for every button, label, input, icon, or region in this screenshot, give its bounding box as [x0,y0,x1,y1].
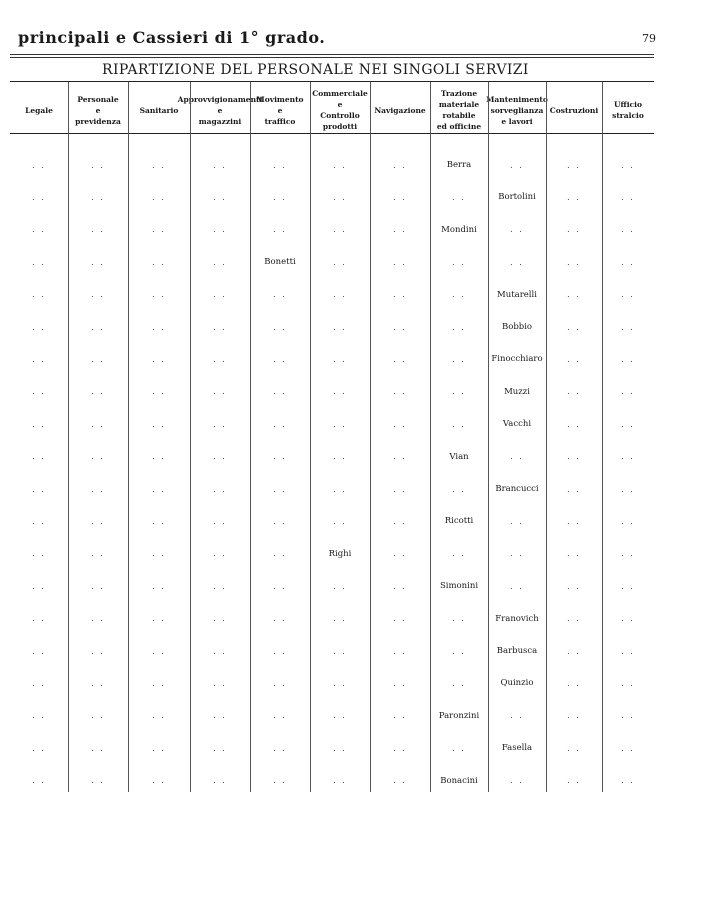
empty-cell-placeholder: . . [621,743,635,753]
running-head: principali e Cassieri di 1° grado. [18,28,326,47]
empty-cell-placeholder: . . [452,290,466,300]
empty-cell-placeholder: . . [152,484,166,494]
empty-cell-placeholder: . . [91,452,105,462]
empty-cell-placeholder: . . [213,257,227,267]
empty-cell-placeholder: . . [567,354,581,364]
empty-cell-placeholder: . . [333,160,347,170]
empty-cell-placeholder: . . [273,192,287,202]
empty-cell-placeholder: . . [32,711,46,721]
empty-cell-placeholder: . . [567,516,581,526]
empty-cell-placeholder: . . [510,711,524,721]
empty-cell-placeholder: . . [452,743,466,753]
empty-cell-placeholder: . . [510,452,524,462]
empty-cell-placeholder: . . [621,225,635,235]
empty-cell-placeholder: . . [91,192,105,202]
empty-cell-placeholder: . . [213,776,227,786]
empty-cell-placeholder: . . [333,776,347,786]
empty-cell-placeholder: . . [213,743,227,753]
empty-cell-placeholder: . . [452,678,466,688]
empty-cell-placeholder: . . [273,581,287,591]
employee-name: Vacchi [502,419,532,430]
empty-cell-placeholder: . . [567,549,581,559]
empty-cell-placeholder: . . [213,160,227,170]
empty-cell-placeholder: . . [273,614,287,624]
empty-cell-placeholder: . . [567,387,581,397]
empty-cell-placeholder: . . [213,290,227,300]
empty-cell-placeholder: . . [273,452,287,462]
employee-name: Fasella [501,743,533,754]
empty-cell-placeholder: . . [621,678,635,688]
employee-name: Bortolini [498,192,536,203]
employee-name: Mondini [441,224,477,235]
employee-name: Brancucci [495,484,539,494]
empty-cell-placeholder: . . [452,484,466,494]
empty-cell-placeholder: . . [32,225,46,235]
empty-cell-placeholder: . . [621,322,635,332]
empty-cell-placeholder: . . [91,354,105,364]
empty-cell-placeholder: . . [32,322,46,332]
column-header: Costruzioni [549,105,599,115]
empty-cell-placeholder: . . [32,776,46,786]
empty-cell-placeholder: . . [32,387,46,397]
empty-cell-placeholder: . . [91,257,105,267]
empty-cell-placeholder: . . [393,614,407,624]
column-header: Navigazione [374,105,426,115]
empty-cell-placeholder: . . [621,711,635,721]
empty-cell-placeholder: . . [621,452,635,462]
empty-cell-placeholder: . . [567,581,581,591]
empty-cell-placeholder: . . [333,387,347,397]
empty-cell-placeholder: . . [393,419,407,429]
empty-cell-placeholder: . . [273,549,287,559]
empty-cell-placeholder: . . [32,614,46,624]
empty-cell-placeholder: . . [152,711,166,721]
empty-cell-placeholder: . . [152,290,166,300]
empty-cell-placeholder: . . [213,549,227,559]
column-header: Trazione materiale rotabile ed officine [436,89,482,131]
empty-cell-placeholder: . . [32,452,46,462]
empty-cell-placeholder: . . [567,290,581,300]
empty-cell-placeholder: . . [621,549,635,559]
empty-cell-placeholder: . . [152,646,166,656]
empty-cell-placeholder: . . [152,192,166,202]
empty-cell-placeholder: . . [333,192,347,202]
empty-cell-placeholder: . . [621,192,635,202]
empty-cell-placeholder: . . [567,192,581,202]
empty-cell-placeholder: . . [213,322,227,332]
empty-cell-placeholder: . . [452,419,466,429]
empty-cell-placeholder: . . [452,387,466,397]
empty-cell-placeholder: . . [393,646,407,656]
empty-cell-placeholder: . . [152,776,166,786]
empty-cell-placeholder: . . [273,290,287,300]
empty-cell-placeholder: . . [91,387,105,397]
empty-cell-placeholder: . . [32,192,46,202]
empty-cell-placeholder: . . [152,549,166,559]
empty-cell-placeholder: . . [333,225,347,235]
empty-cell-placeholder: . . [273,160,287,170]
empty-cell-placeholder: . . [393,387,407,397]
empty-cell-placeholder: . . [273,484,287,494]
empty-cell-placeholder: . . [452,322,466,332]
empty-cell-placeholder: . . [152,452,166,462]
empty-cell-placeholder: . . [333,452,347,462]
column-divider [602,82,603,792]
empty-cell-placeholder: . . [621,419,635,429]
empty-cell-placeholder: . . [452,614,466,624]
empty-cell-placeholder: . . [91,743,105,753]
column-header: Personale e previdenza [75,94,121,126]
empty-cell-placeholder: . . [213,484,227,494]
empty-cell-placeholder: . . [333,322,347,332]
empty-cell-placeholder: . . [32,484,46,494]
empty-cell-placeholder: . . [91,711,105,721]
empty-cell-placeholder: . . [452,549,466,559]
column-divider [128,82,129,792]
empty-cell-placeholder: . . [621,516,635,526]
page-number: 79 [642,32,656,45]
column-header: Commerciale e Controllo prodotti [312,89,368,131]
empty-cell-placeholder: . . [91,484,105,494]
empty-cell-placeholder: . . [152,419,166,429]
empty-cell-placeholder: . . [621,387,635,397]
table-header-rule [10,133,654,134]
empty-cell-placeholder: . . [152,387,166,397]
empty-cell-placeholder: . . [91,225,105,235]
empty-cell-placeholder: . . [152,516,166,526]
empty-cell-placeholder: . . [273,711,287,721]
empty-cell-placeholder: . . [567,484,581,494]
empty-cell-placeholder: . . [567,257,581,267]
empty-cell-placeholder: . . [91,322,105,332]
employee-name: Bonacini [440,775,478,786]
empty-cell-placeholder: . . [91,549,105,559]
empty-cell-placeholder: . . [393,354,407,364]
empty-cell-placeholder: . . [393,484,407,494]
empty-cell-placeholder: . . [213,225,227,235]
empty-cell-placeholder: . . [393,322,407,332]
empty-cell-placeholder: . . [393,257,407,267]
empty-cell-placeholder: . . [621,290,635,300]
empty-cell-placeholder: . . [213,192,227,202]
column-header: Legale [25,105,53,115]
empty-cell-placeholder: . . [621,354,635,364]
empty-cell-placeholder: . . [32,354,46,364]
empty-cell-placeholder: . . [621,160,635,170]
empty-cell-placeholder: . . [510,516,524,526]
empty-cell-placeholder: . . [213,614,227,624]
empty-cell-placeholder: . . [32,549,46,559]
empty-cell-placeholder: . . [621,484,635,494]
column-divider [310,82,311,792]
empty-cell-placeholder: . . [333,354,347,364]
header-rule [10,57,654,58]
employee-name: Franovich [495,613,539,624]
empty-cell-placeholder: . . [393,452,407,462]
column-header: Ufficio stralcio [612,100,644,120]
empty-cell-placeholder: . . [393,516,407,526]
empty-cell-placeholder: . . [393,776,407,786]
empty-cell-placeholder: . . [273,387,287,397]
empty-cell-placeholder: . . [333,290,347,300]
empty-cell-placeholder: . . [567,419,581,429]
column-divider [370,82,371,792]
empty-cell-placeholder: . . [213,419,227,429]
empty-cell-placeholder: . . [91,290,105,300]
empty-cell-placeholder: . . [567,160,581,170]
empty-cell-placeholder: . . [452,192,466,202]
empty-cell-placeholder: . . [273,516,287,526]
empty-cell-placeholder: . . [273,776,287,786]
empty-cell-placeholder: . . [333,646,347,656]
empty-cell-placeholder: . . [91,581,105,591]
empty-cell-placeholder: . . [273,419,287,429]
employee-name: Bonetti [264,257,296,268]
empty-cell-placeholder: . . [393,192,407,202]
empty-cell-placeholder: . . [91,646,105,656]
empty-cell-placeholder: . . [510,257,524,267]
employee-name: Vian [449,451,469,462]
empty-cell-placeholder: . . [510,160,524,170]
empty-cell-placeholder: . . [32,646,46,656]
employee-name: Barbusca [496,646,538,656]
empty-cell-placeholder: . . [621,776,635,786]
empty-cell-placeholder: . . [273,322,287,332]
empty-cell-placeholder: . . [152,743,166,753]
empty-cell-placeholder: . . [91,678,105,688]
empty-cell-placeholder: . . [152,160,166,170]
empty-cell-placeholder: . . [333,257,347,267]
empty-cell-placeholder: . . [273,743,287,753]
column-divider [546,82,547,792]
empty-cell-placeholder: . . [32,160,46,170]
empty-cell-placeholder: . . [333,678,347,688]
empty-cell-placeholder: . . [567,614,581,624]
empty-cell-placeholder: . . [213,516,227,526]
empty-cell-placeholder: . . [273,678,287,688]
employee-name: Ricotti [444,516,474,527]
column-header: Approvvigionamenti e magazzini [177,94,263,126]
empty-cell-placeholder: . . [91,516,105,526]
empty-cell-placeholder: . . [452,257,466,267]
empty-cell-placeholder: . . [393,160,407,170]
empty-cell-placeholder: . . [91,419,105,429]
empty-cell-placeholder: . . [152,257,166,267]
empty-cell-placeholder: . . [567,225,581,235]
empty-cell-placeholder: . . [213,354,227,364]
empty-cell-placeholder: . . [152,581,166,591]
empty-cell-placeholder: . . [333,516,347,526]
empty-cell-placeholder: . . [621,646,635,656]
employee-name: Finocchiaro [491,354,543,365]
empty-cell-placeholder: . . [393,678,407,688]
column-divider [68,82,69,792]
empty-cell-placeholder: . . [91,776,105,786]
empty-cell-placeholder: . . [152,614,166,624]
empty-cell-placeholder: . . [621,614,635,624]
empty-cell-placeholder: . . [510,581,524,591]
table-top-rule [10,81,654,82]
empty-cell-placeholder: . . [393,549,407,559]
empty-cell-placeholder: . . [393,711,407,721]
employee-name: Mutarelli [497,289,537,300]
column-divider [250,82,251,792]
empty-cell-placeholder: . . [32,678,46,688]
empty-cell-placeholder: . . [567,776,581,786]
empty-cell-placeholder: . . [393,290,407,300]
column-divider [488,82,489,792]
empty-cell-placeholder: . . [152,678,166,688]
empty-cell-placeholder: . . [567,711,581,721]
empty-cell-placeholder: . . [333,581,347,591]
employee-name: Muzzi [504,386,530,397]
empty-cell-placeholder: . . [621,257,635,267]
employee-name: Simonini [439,581,479,592]
empty-cell-placeholder: . . [32,257,46,267]
empty-cell-placeholder: . . [567,646,581,656]
empty-cell-placeholder: . . [567,678,581,688]
empty-cell-placeholder: . . [333,484,347,494]
empty-cell-placeholder: . . [213,452,227,462]
empty-cell-placeholder: . . [621,581,635,591]
empty-cell-placeholder: . . [567,743,581,753]
empty-cell-placeholder: . . [91,160,105,170]
empty-cell-placeholder: . . [510,225,524,235]
empty-cell-placeholder: . . [567,322,581,332]
empty-cell-placeholder: . . [213,387,227,397]
empty-cell-placeholder: . . [152,225,166,235]
empty-cell-placeholder: . . [333,711,347,721]
header-rule [10,54,654,55]
empty-cell-placeholder: . . [213,581,227,591]
empty-cell-placeholder: . . [273,354,287,364]
empty-cell-placeholder: . . [567,452,581,462]
empty-cell-placeholder: . . [152,322,166,332]
table-title: RIPARTIZIONE DEL PERSONALE NEI SINGOLI SERVIZI [102,62,529,78]
empty-cell-placeholder: . . [452,354,466,364]
column-header: Sanitario [139,105,179,115]
empty-cell-placeholder: . . [273,225,287,235]
empty-cell-placeholder: . . [393,743,407,753]
employee-name: Bobbio [501,322,533,332]
empty-cell-placeholder: . . [152,354,166,364]
empty-cell-placeholder: . . [510,549,524,559]
empty-cell-placeholder: . . [213,711,227,721]
empty-cell-placeholder: . . [273,646,287,656]
empty-cell-placeholder: . . [333,743,347,753]
empty-cell-placeholder: . . [32,743,46,753]
employee-name: Quinzio [500,678,534,689]
empty-cell-placeholder: . . [510,776,524,786]
empty-cell-placeholder: . . [393,581,407,591]
column-divider [190,82,191,792]
empty-cell-placeholder: . . [393,225,407,235]
empty-cell-placeholder: . . [32,419,46,429]
empty-cell-placeholder: . . [213,646,227,656]
employee-name: Righi [328,548,352,559]
column-header: Mantenimento sorveglianza e lavori [486,94,548,126]
empty-cell-placeholder: . . [32,290,46,300]
column-divider [430,82,431,792]
empty-cell-placeholder: . . [32,516,46,526]
empty-cell-placeholder: . . [452,646,466,656]
empty-cell-placeholder: . . [213,678,227,688]
empty-cell-placeholder: . . [91,614,105,624]
employee-name: Berra [446,160,472,170]
empty-cell-placeholder: . . [32,581,46,591]
empty-cell-placeholder: . . [333,614,347,624]
column-header: Movimento e traffico [256,94,304,126]
employee-name: Paronzini [438,710,480,721]
empty-cell-placeholder: . . [333,419,347,429]
